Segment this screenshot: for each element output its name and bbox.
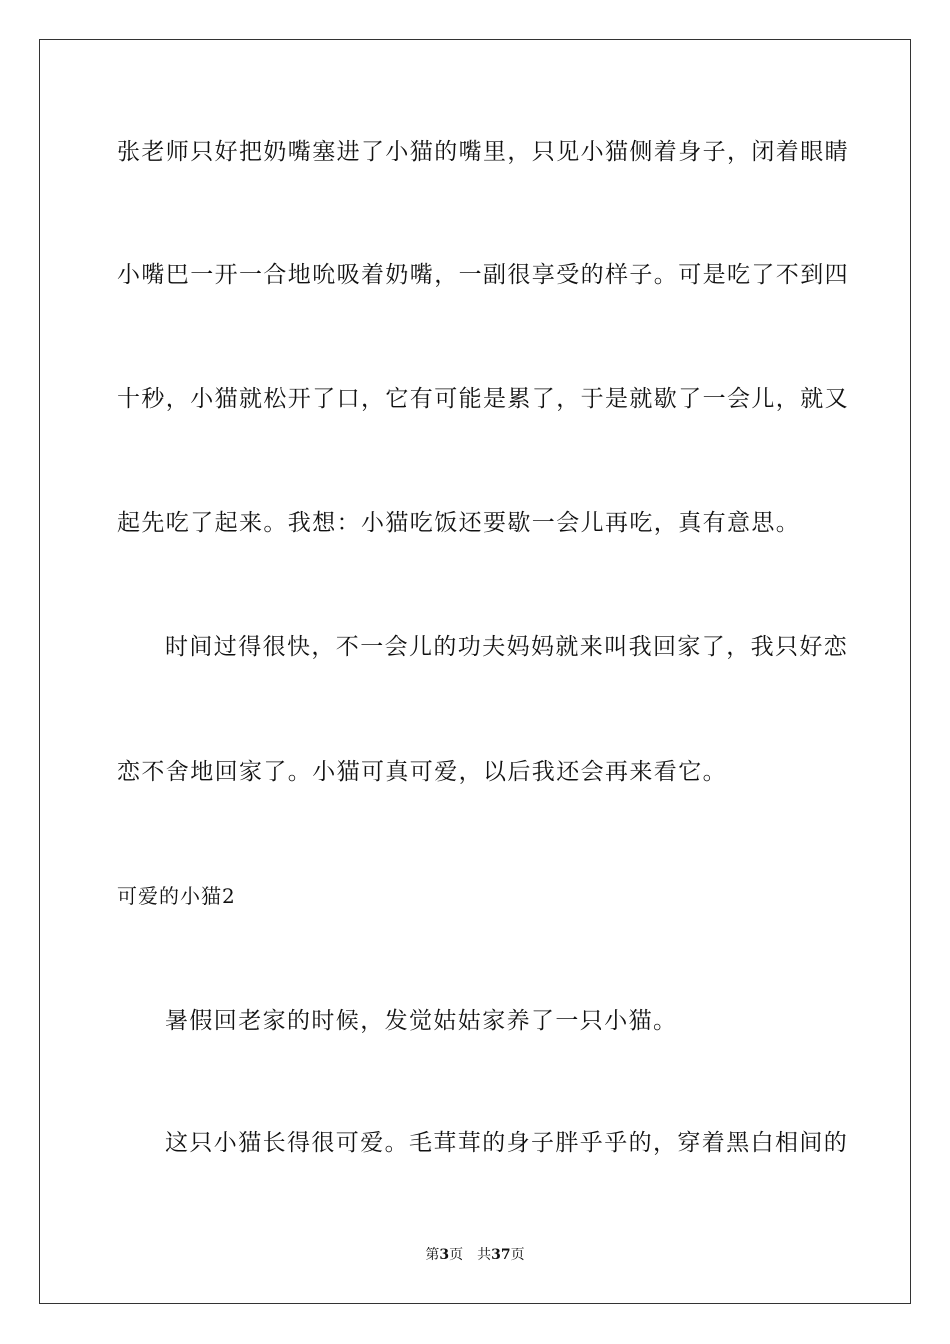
paragraph-line: 暑假回老家的时候，发觉姑姑家养了一只小猫。 — [165, 1008, 678, 1034]
paragraph-line: 十秒，小猫就松开了口，它有可能是累了，于是就歇了一会儿，就又 — [117, 386, 849, 412]
paragraph-line: 张老师只好把奶嘴塞进了小猫的嘴里，只见小猫侧着身子，闭着眼睛 — [117, 139, 849, 165]
section-heading: 可爱的小猫2 — [117, 884, 236, 908]
total-prefix: 共 — [477, 1247, 492, 1263]
total-pages: 37 — [491, 1247, 511, 1263]
paragraph-line: 起先吃了起来。我想：小猫吃饭还要歇一会儿再吃，真有意思。 — [117, 510, 801, 536]
paragraph-line: 恋不舍地回家了。小猫可真可爱，以后我还会再来看它。 — [117, 759, 727, 785]
page-border — [39, 39, 911, 1304]
paragraph-line: 小嘴巴一开一合地吮吸着奶嘴，一副很享受的样子。可是吃了不到四 — [117, 262, 849, 288]
page-prefix: 第 — [425, 1247, 440, 1263]
paragraph-line: 时间过得很快，不一会儿的功夫妈妈就来叫我回家了，我只好恋 — [165, 634, 849, 660]
page-suffix: 页 — [449, 1247, 464, 1263]
total-suffix: 页 — [510, 1247, 525, 1263]
page-footer — [0, 1246, 950, 1264]
page-number: 3 — [439, 1247, 450, 1263]
paragraph-line: 这只小猫长得很可爱。毛茸茸的身子胖乎乎的，穿着黑白相间的 — [165, 1130, 849, 1156]
